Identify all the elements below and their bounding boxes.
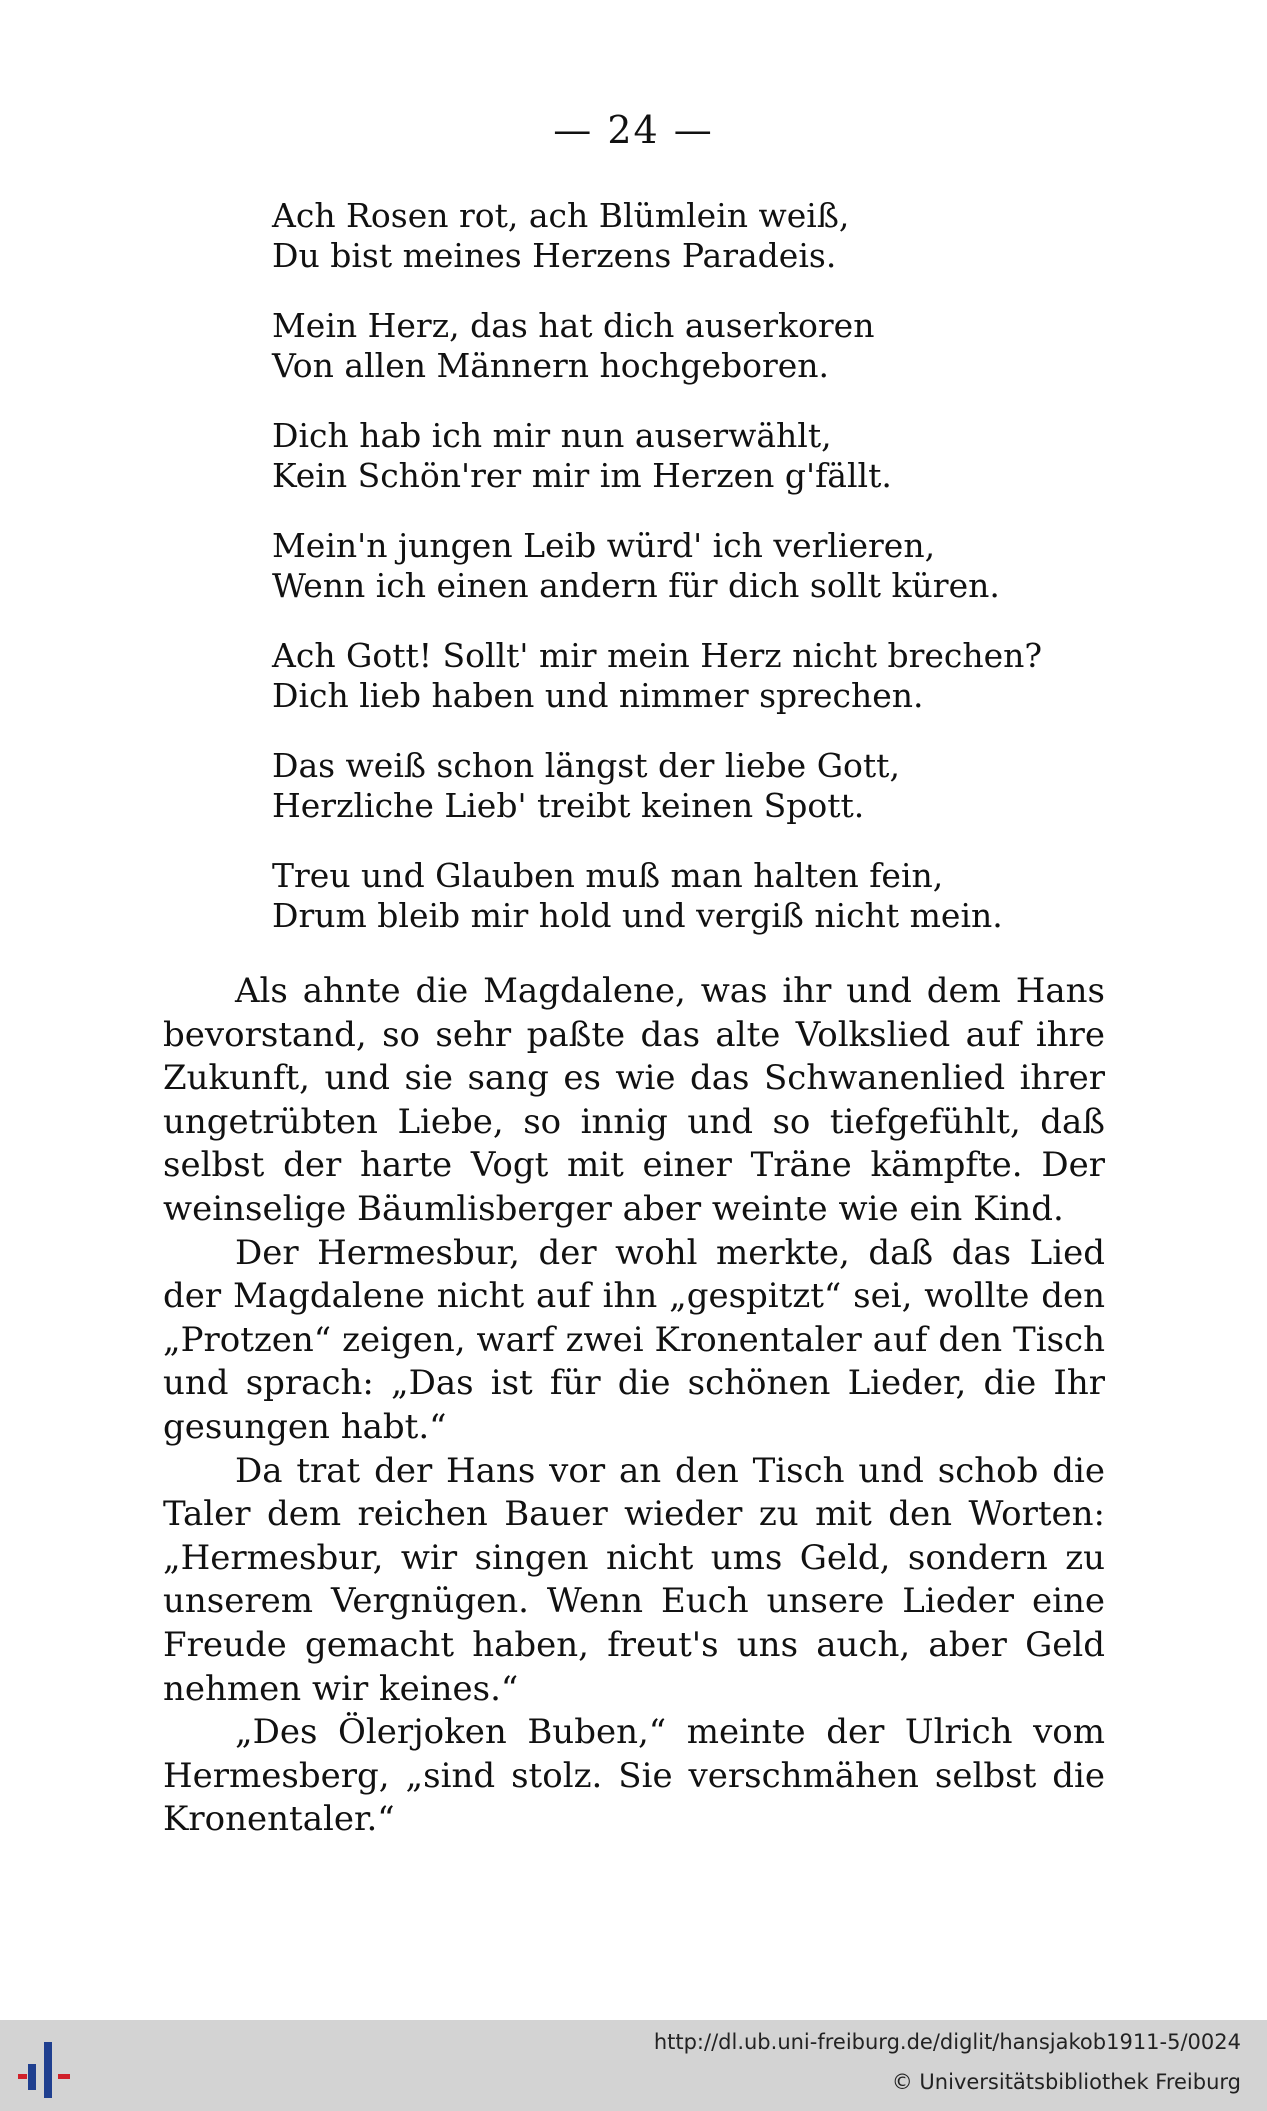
prose-paragraph-3: Da trat der Hans vor an den Tisch und schob die Taler dem reichen Bauer wieder zu mit den Worten: „Hermesbur, wir singen nicht ums Geld, sondern zu unserem Vergnügen. Wenn Euch unsere Lieder eine Freude gemacht haben, freut's uns auch, aber Geld nehmen wir keines.“ [163,1450,1105,1709]
prose-paragraph-1: Als ahnte die Magdalene, was ihr und dem Hans bevorstand, so sehr paßte das alte Volkslied auf ihre Zukunft, und sie sang es wie das Schwanenlied ihrer ungetrübten Liebe, so innig und so tiefgefühlt, daß selbst der harte Vogt mit einer Träne kämpfte. Der weinselige Bäumlisberger aber weinte wie ein Kind. [163,971,1105,1229]
poem-line: Wenn ich einen andern für dich sollt küren. [272,566,1000,605]
poem-line: Das weiß schon längst der liebe Gott, [272,746,900,785]
poem-line: Dich lieb haben und nimmer sprechen. [272,676,924,715]
poem-stanza-3 [272,416,1132,496]
poem-line: Ach Rosen rot, ach Blümlein weiß, [272,196,850,235]
prose-body [163,970,1105,1842]
poem-stanza-2 [272,306,1132,386]
logo-bar-blue-left [28,2064,36,2090]
footer-bar [0,2020,1267,2111]
page-number: — 24 — [553,108,714,152]
poem-line: Ach Gott! Sollt' mir mein Herz nicht brechen? [272,636,1043,675]
prose-paragraph-4: „Des Ölerjoken Buben,“ meinte der Ulrich vom Hermesberg, „sind stolz. Sie verschmähen selbst die Kronentaler.“ [163,1712,1105,1840]
logo-dash-red-left [18,2074,27,2079]
poem-line: Kein Schön'rer mir im Herzen g'fällt. [272,456,892,495]
poem-line: Herzliche Lieb' treibt keinen Spott. [272,786,865,825]
footer-copyright: © Universitätsbibliothek Freiburg [891,2070,1241,2094]
logo-bar-blue-center [44,2042,52,2098]
prose-paragraph-2: Der Hermesbur, der wohl merkte, daß das Lied der Magdalene nicht auf ihn „gespitzt“ sei, wollte den „Protzen“ zeigen, warf zwei Kronentaler auf den Tisch und sprach: „Das ist für die schönen Lieder, die Ihr gesungen habt.“ [163,1232,1105,1447]
poem-line: Drum bleib mir hold und vergiß nicht mein. [272,896,1003,935]
poem-stanza-7 [272,856,1132,936]
poem-line: Mein Herz, das hat dich auserkoren [272,306,875,345]
poem-line: Treu und Glauben muß man halten fein, [272,856,944,895]
poem-stanza-4 [272,526,1132,606]
poem-line: Von allen Männern hochgeboren. [272,346,830,385]
footer-url-link[interactable]: http://dl.ub.uni-freiburg.de/diglit/hansjakob1911-5/0024 [653,2030,1241,2054]
poem-line: Mein'n jungen Leib würd' ich verlieren, [272,526,936,565]
poem-stanza-5 [272,636,1132,716]
logo-dash-red-right [58,2074,70,2079]
poem-stanza-6 [272,746,1132,826]
ub-freiburg-logo-icon [14,2034,84,2104]
poem-line: Dich hab ich mir nun auserwählt, [272,416,832,455]
poem-stanza-1 [272,196,1132,276]
poem [272,196,1132,966]
poem-line: Du bist meines Herzens Paradeis. [272,236,837,275]
